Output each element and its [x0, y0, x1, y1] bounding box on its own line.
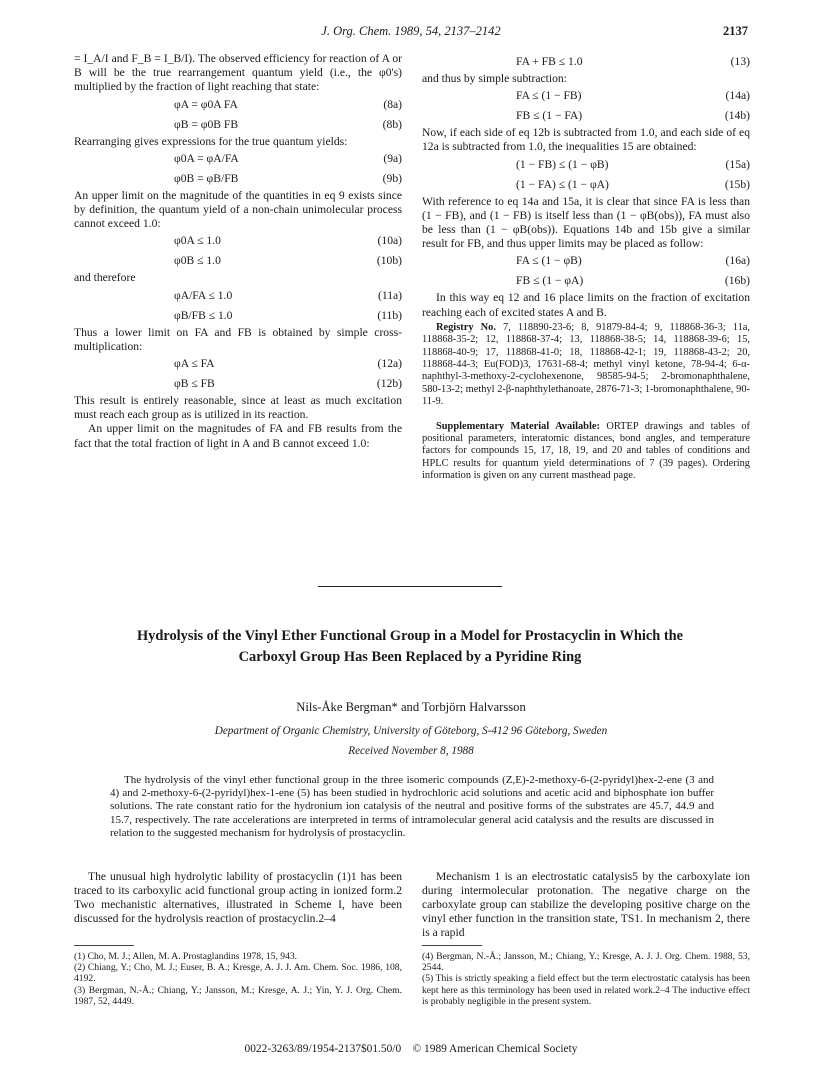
- equation-15b: (1 − FA) ≤ (1 − φA) (15b): [516, 177, 750, 191]
- abstract: The hydrolysis of the vinyl ether functional group in the three isomeric compounds (Z,E)-2-methoxy-6-(2-pyridyl)hex-2-ene (3 and 4) and 2-methoxy-6-(2-pyridyl)hex-1-ene (5) has been studied in hydrochloric acid solutions and acetic acid and biphosphate ion buffer solutions. The rate constant ratio for the hydronium ion catalysis of the neutral and positive forms of the substrates are 45.7, 44.9 and 15.7, respectively. The rate accelerations are interpreted in terms of intramolecular general acid catalysis and the results are discussed in relation to the suggested mechanism for hydrolysis of prostacyclin.: [110, 774, 714, 839]
- equation-9b: φ0B = φB/FB (9b): [174, 171, 402, 185]
- equation-11b: φB/FB ≤ 1.0 (11b): [174, 308, 402, 322]
- paragraph: This result is entirely reasonable, since at least as much excitation must reach each group as is utilized in its reaction.: [74, 394, 402, 422]
- paragraph: Rearranging gives expressions for the true quantum yields:: [74, 134, 348, 148]
- right-column: [422, 52, 750, 483]
- equation-16a: FA ≤ (1 − φB) (16a): [516, 254, 750, 268]
- equation-9a: φ0A = φA/FA (9a): [174, 151, 402, 165]
- paragraph: Thus a lower limit on FA and FB is obtained by simple cross-multiplication:: [74, 325, 402, 353]
- page-number: 2137: [723, 24, 748, 38]
- footnotes-left: [74, 951, 402, 1007]
- footnote: (4) Bergman, N.-Å.; Jansson, M.; Chiang, Y.; Kresge, A. J. J. Org. Chem. 1988, 53, 2544.: [422, 951, 750, 974]
- equation-12b: φB ≤ FB (12b): [174, 377, 402, 391]
- equation-14b: FB ≤ (1 − FA) (14b): [516, 109, 750, 123]
- footnote: (2) Chiang, Y.; Cho, M. J.; Euser, B. A.; Kresge, A. J. J. Am. Chem. Soc. 1986, 108, 4192.: [74, 962, 402, 985]
- paragraph: With reference to eq 14a and 15a, it is clear that since FA is less than (1 − FB), and (1 − FB) is itself less than (1 − φB(obs)), FA must also be less than (1 − φB(obs)). Equations 14b and 15b give a similar result for FB, and thus upper limits may be placed as follow:: [422, 194, 750, 251]
- journal-citation: J. Org. Chem. 1989, 54, 2137–2142: [321, 24, 501, 38]
- copyright: © 1989 American Chemical Society: [412, 1043, 578, 1055]
- body-left: The unusual high hydrolytic lability of prostacyclin (1)1 has been traced to its carboxylic acid functional group acting in ionized form.2 Two mechanistic alternatives, illustrated in Scheme I, have been discussed for the hydrolysis reaction of prostacyclin.2–4: [74, 870, 402, 925]
- footnote: (5) This is strictly speaking a field effect but the term electrostatic catalysis has been kept here as this terminology has been used in related work.2–4 The inductive effect is probably negligible in the present system.: [422, 973, 750, 1007]
- equation-10a: φ0A ≤ 1.0 (10a): [174, 234, 402, 248]
- equation-10b: φ0B ≤ 1.0 (10b): [174, 254, 402, 268]
- paragraph: In this way eq 12 and 16 place limits on the fraction of excitation reaching each of excited states A and B.: [422, 291, 750, 319]
- equation-15a: (1 − FB) ≤ (1 − φB) (15a): [516, 157, 750, 171]
- equation-13: FA + FB ≤ 1.0 (13): [516, 55, 750, 68]
- registry-numbers: Registry No. 7, 118890-23-6; 8, 91879-84-4; 9, 118868-36-3; 11a, 118868-35-2; 12, 118868-37-4; 13, 118868-38-5; 14, 118868-39-6; 15, 118868-40-9; 17, 118868-41-0; 18, 118868-42-1; 19, 118868-43-2; 20, 118868-44-3; Eu(FOD)3, 17631-68-4; methyl vinyl ketone, 78-94-4; 6-α-naphthyl-3-methoxy-2-cyclohexenone, 98585-94-5; 2-bromonaphthalene, 580-13-2; methyl 2-β-naphthylethanoate, 2876-71-3; 1-bromonaphthalene, 90-11-9.: [422, 321, 750, 408]
- equation-12a: φA ≤ FA (12a): [174, 357, 402, 371]
- equation-8b: φB = φ0B FB (8b): [174, 117, 402, 131]
- equation-11a: φA/FA ≤ 1.0 (11a): [174, 288, 402, 302]
- paragraph: and therefore: [74, 271, 136, 285]
- authors: Nils-Åke Bergman* and Torbjörn Halvarsson: [296, 700, 526, 714]
- article-title: Hydrolysis of the Vinyl Ether Functional Group in a Model for Prostacyclin in Which the Carboxyl Group Has Been Replaced by a Pyridine Ring: [136, 628, 684, 665]
- page-footer: [74, 1042, 748, 1056]
- footnote: (3) Bergman, N.-Å.; Chiang, Y.; Jansson, M.; Kresge, A. J.; Yin, Y. J. Org. Chem. 1987, 52, 4449.: [74, 984, 402, 1007]
- paragraph: Now, if each side of eq 12b is subtracted from 1.0, and each side of eq 12a is subtracted from 1.0, the inequalities 15 are obtained:: [422, 126, 750, 154]
- left-column: [74, 52, 402, 451]
- footnote: (1) Cho, M. J.; Allen, M. A. Prostaglandins 1978, 15, 943.: [74, 951, 298, 962]
- supplementary-material: Supplementary Material Available: ORTEP drawings and tables of positional parameters, interatomic distances, bond angles, and temperature factors for compounds 15, 17, 18, 19, and 20 and tables of conditions and HPLC results for quantum yield determinations of 7 (39 pages). Ordering information is given on any current masthead page.: [422, 420, 750, 482]
- footnote-rule: [422, 945, 482, 946]
- affiliation: Department of Organic Chemistry, University of Göteborg, S-412 96 Göteborg, Sweden: [214, 725, 608, 737]
- equation-8a: φA = φ0A FA (8a): [174, 97, 402, 111]
- equation-16b: FB ≤ (1 − φA) (16b): [516, 274, 750, 288]
- paragraph: An upper limit on the magnitude of the quantities in eq 9 exists since by definition, the quantum yield of a non-chain unimolecular process cannot exceed 1.0:: [74, 188, 402, 231]
- received-date: Received November 8, 1988: [348, 745, 474, 757]
- footnotes-right: [422, 951, 750, 1007]
- running-header: [74, 24, 748, 42]
- paragraph: = I_A/I and F_B = I_B/I). The observed efficiency for reaction of A or B will be the true rearrangement quantum yield (i.e., the φ0's) multiplied by the fraction of light reaching that state:: [74, 52, 402, 94]
- article-code: 0022-3263/89/1954-2137$01.50/0: [244, 1043, 402, 1055]
- footnote-rule: [74, 945, 134, 946]
- equation-14a: FA ≤ (1 − FB) (14a): [516, 89, 750, 103]
- section-divider: [318, 586, 502, 587]
- paragraph: and thus by simple subtraction:: [422, 72, 567, 85]
- paragraph: An upper limit on the magnitudes of FA and FB results from the fact that the total fraction of light in A and B cannot exceed 1.0:: [74, 422, 402, 450]
- body-right: Mechanism 1 is an electrostatic catalysis5 by the carboxylate ion during intermolecular protonation. The negative charge on the carboxylate group can stabilize the developing positive charge on the vinyl ether function in the transition state, TS1. In mechanism 2, there is a rapid: [422, 870, 750, 939]
